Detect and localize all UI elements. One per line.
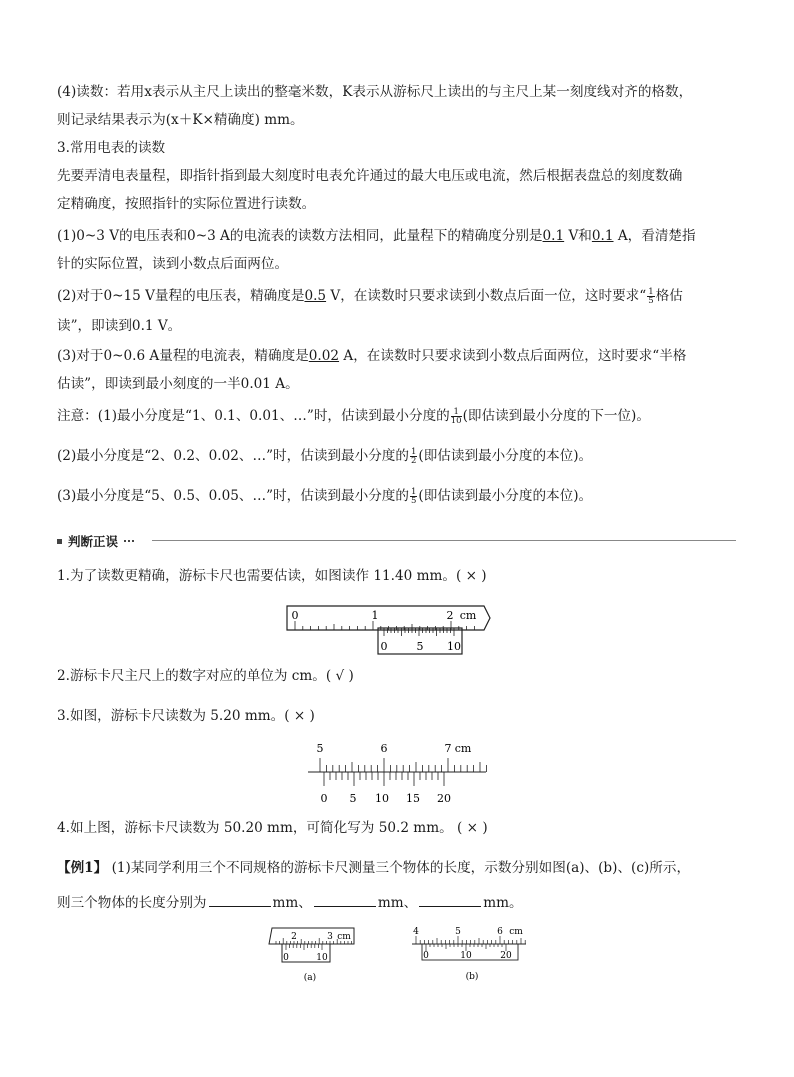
text: A，看清楚指 xyxy=(613,228,696,244)
text: (即估读到最小分度的下一位)。 xyxy=(462,408,650,424)
text: mm。 xyxy=(483,895,523,911)
s3-item1-line1 xyxy=(57,226,747,246)
dots-decoration-icon xyxy=(124,540,134,542)
vernier-scale-figure-2 xyxy=(306,740,490,806)
vernier-label-10: 10 xyxy=(375,792,389,805)
answer-blank-c[interactable] xyxy=(419,892,481,907)
section3-heading: 3.常用电表的读数 xyxy=(57,140,166,156)
s3-item3-line2: 估读”，即读到最小刻度的一半0.01 A。 xyxy=(57,376,299,392)
figure-caption-a: (a) xyxy=(303,973,317,983)
main-scale-label-2: 2 xyxy=(446,609,454,622)
answer-blank-b[interactable] xyxy=(314,892,376,907)
main-label-5: 5 xyxy=(316,742,324,755)
figure-caption-b: (b) xyxy=(465,972,479,982)
judge-q1: 1.为了读数更精确，游标卡尺也需要估读，如图读作 11.40 mm。( × ) xyxy=(57,568,487,584)
s3-intro1: 先要弄清电表量程，即指针指到最大刻度时电表允许通过的最大电压或电流，然后根据表盘总的刻度数确 xyxy=(57,168,683,184)
text: A，在读数时只要求读到小数点后面两位，这时要求“半格 xyxy=(339,348,687,364)
answer-0-1-a: 0.1 xyxy=(591,228,614,244)
vernier-scale-ticks xyxy=(426,944,506,951)
answer-0-1-v: 0.1 xyxy=(542,228,565,244)
text: 注意：(1)最小分度是“1、0.1、0.01、…”时，估读到最小分度的 xyxy=(57,408,450,424)
p4-line2: 则记录结果表示为(x＋K×精确度) mm。 xyxy=(57,112,304,128)
vernier-scale-ticks xyxy=(324,772,444,786)
text: mm、 xyxy=(272,895,312,911)
answer-0-02: 0.02 xyxy=(308,348,340,364)
unit-label: cm xyxy=(454,742,472,755)
main-scale-ticks xyxy=(295,621,474,630)
text: 格估 xyxy=(655,288,683,304)
note-2 xyxy=(57,446,747,466)
fraction-1-5: $\frac{1}{5}$ xyxy=(648,287,654,306)
unit-label: cm xyxy=(459,609,477,622)
vernier-label-10: 10 xyxy=(460,951,472,961)
main-scale-ticks xyxy=(320,758,486,772)
text: (3)对于0~0.6 A量程的电流表，精确度是 xyxy=(57,348,309,364)
vernier-caliper-figure-1 xyxy=(284,604,494,656)
text: (2)对于0~15 V量程的电压表，精确度是 xyxy=(57,288,305,304)
caliper-figure-a xyxy=(266,924,360,986)
example-1-line1 xyxy=(57,858,747,878)
vernier-label-20: 20 xyxy=(437,792,451,805)
s3-intro2: 定精确度，按照指针的实际位置进行读数。 xyxy=(57,196,316,212)
main-label-6: 6 xyxy=(380,742,388,755)
judge-title-text: 判断正误 xyxy=(68,534,119,549)
text: V，在读数时只要求读到小数点后面一位，这时要求“ xyxy=(326,288,647,304)
example-1-line2 xyxy=(57,892,747,913)
judge-q2: 2.游标卡尺主尺上的数字对应的单位为 cm。( √ ) xyxy=(57,668,354,684)
caliper-figure-b xyxy=(408,922,534,986)
s3-item2-line2: 读”，即读到0.1 V。 xyxy=(57,318,182,334)
vernier-label-0: 0 xyxy=(320,792,328,805)
vernier-label-15: 15 xyxy=(406,792,420,805)
judge-q4: 4.如上图，游标卡尺读数为 50.20 mm，可简化写为 50.2 mm。 ( × ) xyxy=(57,820,488,836)
text: mm、 xyxy=(377,895,418,911)
main-scale-ticks xyxy=(416,936,525,944)
p4-line1: (4)读数：若用x表示从主尺上读出的整毫米数，K表示从游标尺上读出的与主尺上某一刻度线对齐的格数， xyxy=(57,84,693,100)
vernier-label-0: 0 xyxy=(283,953,289,963)
unit-label: cm xyxy=(337,932,351,942)
text: V和 xyxy=(564,228,592,244)
fraction-1-5-b: $\frac{1}{5}$ xyxy=(410,487,417,506)
s3-item1-line2: 针的实际位置，读到小数点后面两位。 xyxy=(57,256,289,272)
judge-q3: 3.如图，游标卡尺读数为 5.20 mm。( × ) xyxy=(57,708,315,724)
main-label-4: 4 xyxy=(413,927,419,937)
note-3 xyxy=(57,486,747,506)
vernier-label-5: 5 xyxy=(416,640,424,653)
main-label-5: 5 xyxy=(455,927,461,937)
vernier-scale-ticks xyxy=(384,628,454,636)
fraction-1-2: $\frac{1}{2}$ xyxy=(410,447,417,466)
vernier-label-10: 10 xyxy=(316,953,328,963)
text: 则三个物体的长度分别为 xyxy=(57,895,207,911)
s3-item2-line1 xyxy=(57,286,747,306)
text: (即估读到最小分度的本位)。 xyxy=(418,448,593,464)
answer-blank-a[interactable] xyxy=(209,892,271,907)
main-label-6: 6 xyxy=(497,927,503,937)
fraction-1-10: $\frac{1}{10}$ xyxy=(450,407,462,426)
vernier-label-20: 20 xyxy=(500,951,512,961)
unit-label: cm xyxy=(509,927,523,937)
text: (即估读到最小分度的本位)。 xyxy=(418,488,593,504)
text: (1)0~3 V的电压表和0~3 A的电流表的读数方法相同，此量程下的精确度分别是 xyxy=(57,228,543,244)
vernier-label-0: 0 xyxy=(423,951,429,961)
section-divider xyxy=(152,540,736,541)
vernier-label-0: 0 xyxy=(380,640,388,653)
answer-0-5: 0.5 xyxy=(304,288,327,304)
example-tag: 【例1】 xyxy=(57,860,108,876)
vernier-label-10: 10 xyxy=(447,640,461,653)
main-label-7: 7 xyxy=(444,742,452,755)
main-scale-label-0: 0 xyxy=(291,609,299,622)
s3-item3-line1 xyxy=(57,346,747,366)
judge-section-title xyxy=(57,532,134,550)
text: (1)某同学利用三个不同规格的游标卡尺测量三个物体的长度，示数分别如图(a)、(b)、(c)所示， xyxy=(107,860,691,876)
vernier-scale-ticks xyxy=(286,944,322,950)
main-label-2: 2 xyxy=(291,932,297,942)
square-bullet-icon xyxy=(57,539,62,544)
text: (2)最小分度是“2、0.2、0.02、…”时，估读到最小分度的 xyxy=(57,448,409,464)
text: (3)最小分度是“5、0.5、0.05、…”时，估读到最小分度的 xyxy=(57,488,409,504)
main-label-3: 3 xyxy=(327,932,333,942)
vernier-label-5: 5 xyxy=(349,792,357,805)
note-1 xyxy=(57,406,747,426)
main-scale-label-1: 1 xyxy=(371,609,379,622)
